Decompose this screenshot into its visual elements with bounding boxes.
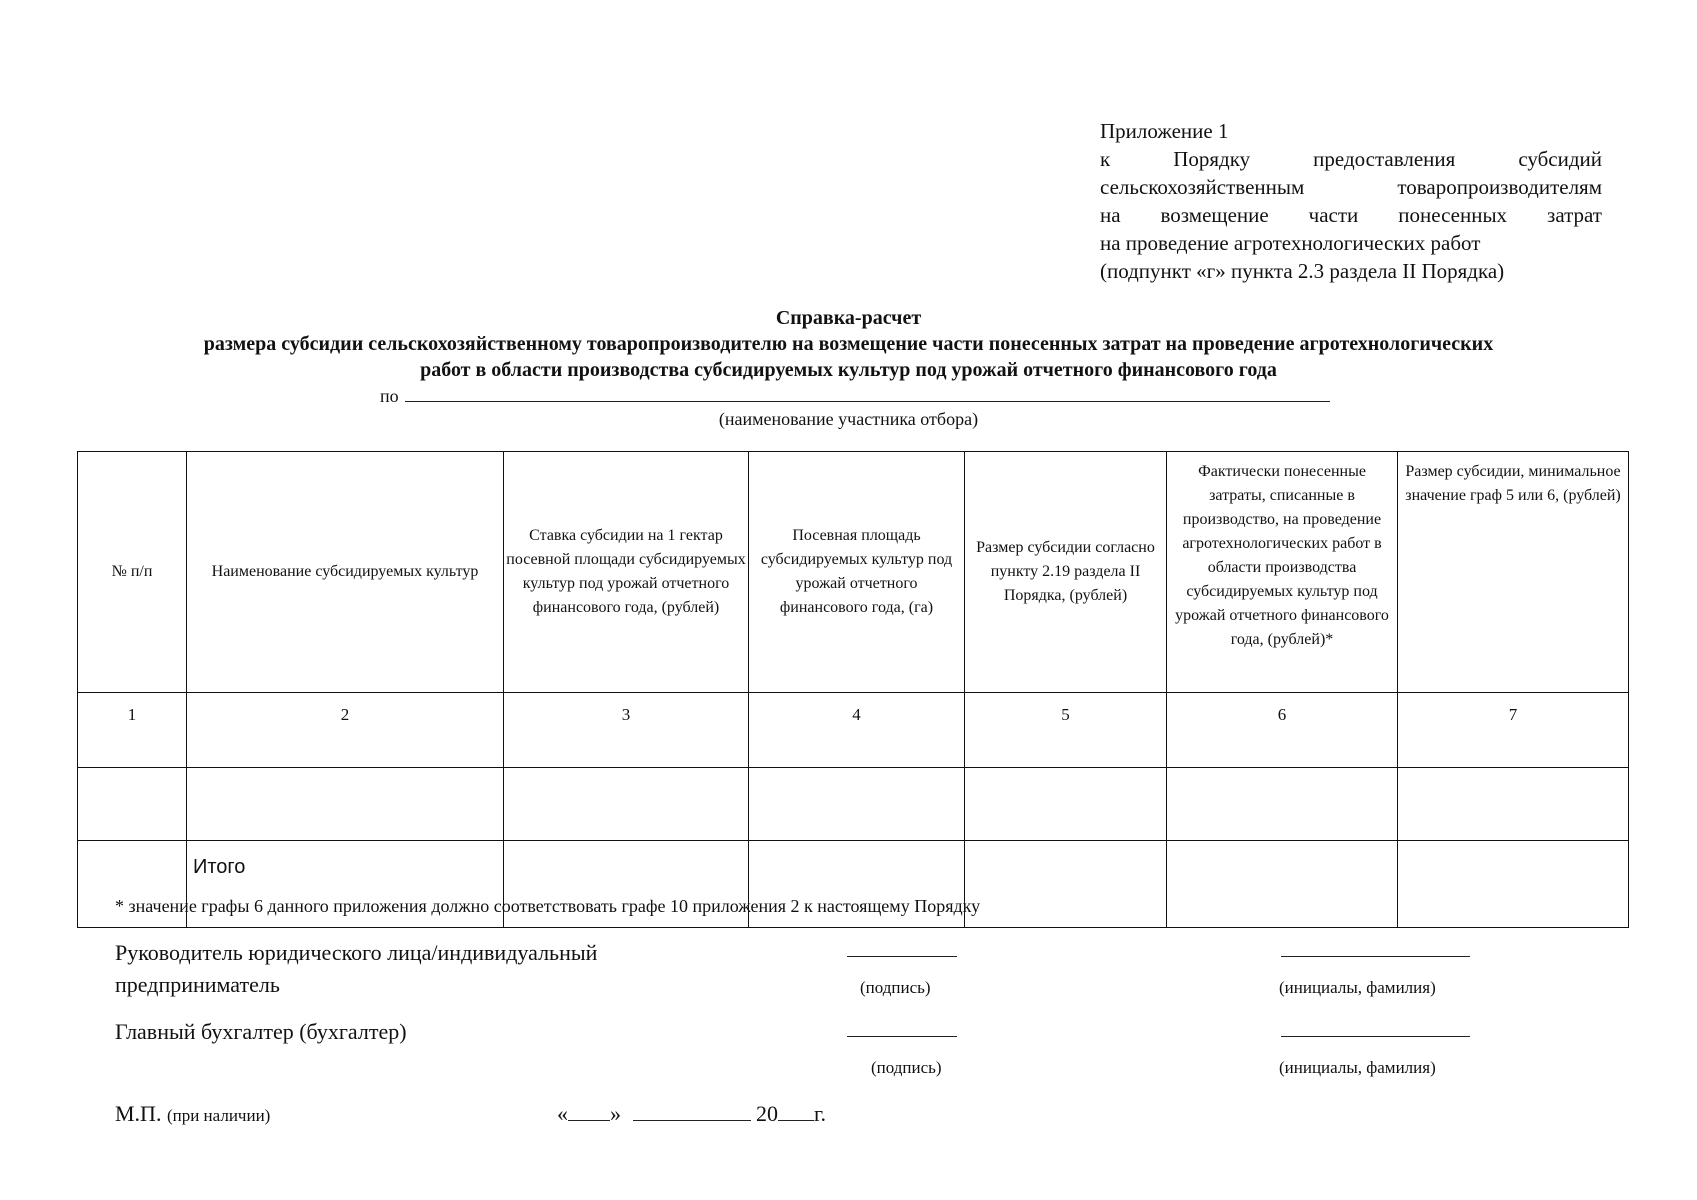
table-cell[interactable] (965, 841, 1167, 928)
head-label-line: Руководитель юридического лица/индивидуальный (115, 940, 598, 965)
head-signature-line[interactable] (847, 956, 957, 957)
header-cell: Размер субсидии, минимальное значение граф 5 или 6, (рублей) (1398, 452, 1629, 693)
po-label: по (380, 386, 399, 406)
column-number-row (78, 693, 1629, 768)
table-cell[interactable] (1167, 841, 1398, 928)
year-prefix: 20 (756, 1101, 778, 1126)
accountant-label: Главный бухгалтер (бухгалтер) (115, 1019, 407, 1044)
signature-caption: (подпись) (860, 978, 931, 997)
document-subtitle: работ в области производства субсидируемых культур под урожай отчетного финансового года (420, 359, 1277, 381)
column-number: 4 (749, 693, 965, 768)
head-initials-line[interactable] (1281, 956, 1470, 957)
year-field[interactable] (778, 1102, 814, 1121)
accountant-initials-line[interactable] (1281, 1036, 1470, 1037)
table-cell[interactable] (1167, 768, 1398, 841)
column-number: 7 (1398, 693, 1629, 768)
document-title: Справка-расчет (775, 307, 922, 329)
subsidy-table (77, 451, 1629, 928)
appendix-title: Приложение 1 (1100, 119, 1229, 143)
header-cell: Ставка субсидии на 1 гектар посевной площади субсидируемых культур под урожай отчетного финансового года, (рублей) (504, 452, 749, 693)
appendix-line: (подпункт «г» пункта 2.3 раздела II Порядка) (1100, 259, 1505, 283)
day-field[interactable] (568, 1102, 610, 1121)
participant-caption: (наименование участника отбора) (718, 409, 979, 429)
column-number: 3 (504, 693, 749, 768)
date-open-quote: « (557, 1101, 568, 1126)
header-cell: Размер субсидии согласно пункту 2.19 раздела II Порядка, (рублей) (965, 452, 1167, 693)
column-number: 5 (965, 693, 1167, 768)
column-number: 2 (187, 693, 504, 768)
participant-line (380, 385, 1330, 407)
table-row (78, 768, 1629, 841)
appendix-line: на проведение агротехнологических работ (1100, 231, 1481, 255)
table-cell[interactable] (1398, 841, 1629, 928)
head-label (115, 937, 597, 1001)
header-cell: Фактически понесенные затраты, списанные в производство, на проведение агротехнологических работ в области производства субсидируемых культур под урожай отчетного финансового года, (рублей)* (1167, 452, 1398, 693)
stamp-mp: М.П. (115, 1101, 162, 1126)
participant-name-field[interactable] (405, 385, 1330, 402)
signature-caption: (подпись) (871, 1058, 942, 1077)
initials-caption: (инициалы, фамилия) (1279, 978, 1436, 997)
column-number: 6 (1167, 693, 1398, 768)
header-cell: Наименование субсидируемых культур (187, 452, 504, 693)
accountant-signature-line[interactable] (847, 1036, 957, 1037)
head-label-line: предприниматель (115, 972, 280, 997)
appendix-block (1100, 117, 1602, 285)
table-cell[interactable] (187, 768, 504, 841)
document-subtitle: размера субсидии сельскохозяйственному товаропроизводителю на возмещение части понесенных затрат на проведение агротехнологических (203, 333, 1494, 355)
table-cell[interactable] (504, 768, 749, 841)
table-cell[interactable] (1398, 768, 1629, 841)
date-close-quote: » (610, 1101, 621, 1126)
header-cell: № п/п (78, 452, 187, 693)
total-label: Итого (187, 841, 504, 928)
stamp-placeholder (115, 1101, 270, 1127)
appendix-line: на возмещение части понесенных затрат (1100, 203, 1602, 227)
date-line (557, 1101, 826, 1127)
appendix-line: сельскохозяйственным товаропроизводителям (1100, 175, 1602, 199)
year-suffix: г. (814, 1101, 827, 1126)
table-cell[interactable] (78, 768, 187, 841)
table-cell[interactable] (965, 768, 1167, 841)
appendix-line: к Порядку предоставления субсидий (1100, 147, 1602, 171)
header-cell: Посевная площадь субсидируемых культур под урожай отчетного финансового года, (га) (749, 452, 965, 693)
month-field[interactable] (633, 1102, 751, 1121)
initials-caption: (инициалы, фамилия) (1279, 1058, 1436, 1077)
column-number: 1 (78, 693, 187, 768)
stamp-note: (при наличии) (166, 1106, 271, 1125)
table-cell[interactable] (749, 768, 965, 841)
footnote: * значение графы 6 данного приложения должно соответствовать графе 10 приложения 2 к настоящему Порядку (115, 896, 981, 916)
table-header-row (78, 452, 1629, 693)
